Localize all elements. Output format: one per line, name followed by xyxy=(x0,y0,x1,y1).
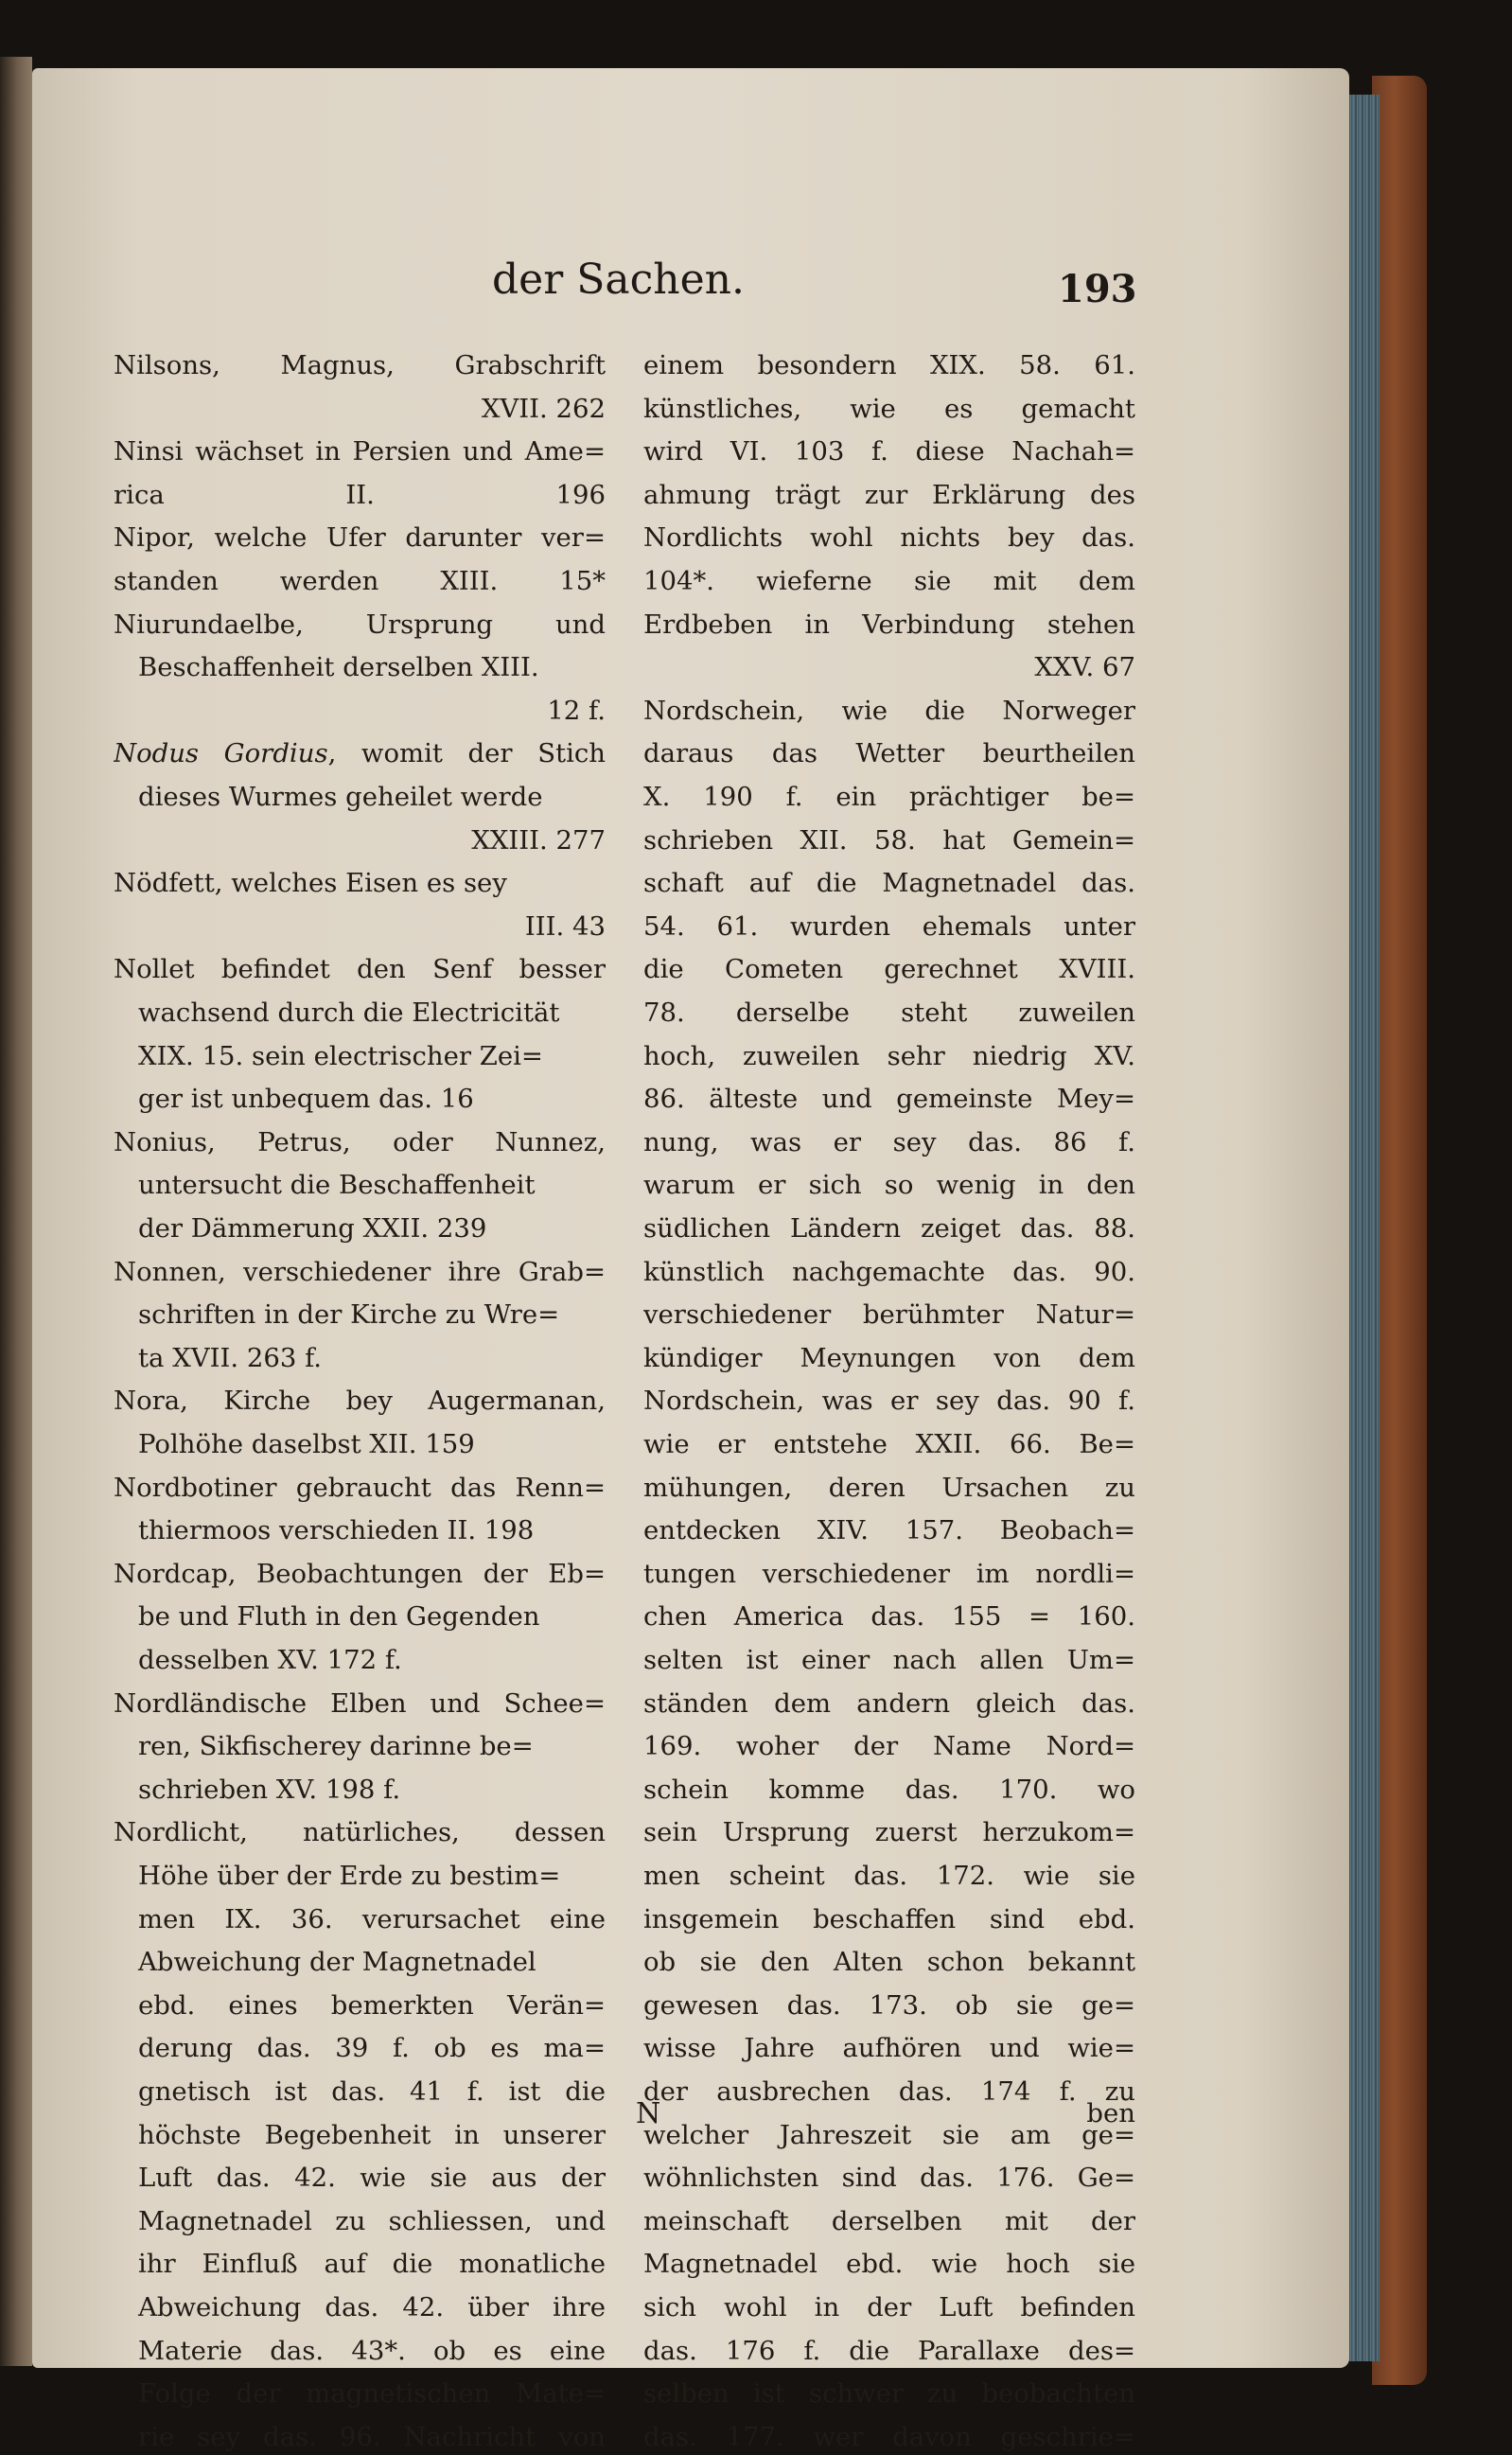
right-line: sein Ursprung zuerst herzukom= xyxy=(643,1817,1135,1848)
signature-mark: N xyxy=(636,2097,661,2130)
left-line: XVII. 262 xyxy=(481,393,606,424)
right-line: tungen verschiedener im nordli= xyxy=(643,1558,1135,1589)
book-cover-edge xyxy=(1372,76,1427,2385)
left-line: Nollet befindet den Senf besser xyxy=(114,954,606,985)
right-line: wird VI. 103 f. diese Nachah= xyxy=(643,436,1135,468)
left-line: ta XVII. 263 f. xyxy=(138,1342,323,1373)
left-line: Höhe über der Erde zu bestim= xyxy=(138,1861,561,1891)
left-line: Nordcap, Beobachtungen der Eb= xyxy=(114,1558,606,1589)
right-line: kündiger Meynungen von dem xyxy=(643,1342,1135,1373)
right-line: gewesen das. 173. ob sie ge= xyxy=(643,1989,1135,2021)
left-line: Nilsons, Magnus, Grabschrift xyxy=(114,350,606,380)
latin-term: Nodus Gordius xyxy=(114,738,328,769)
running-head: der Sachen. xyxy=(492,256,745,304)
right-line: selten ist einer nach allen Um= xyxy=(643,1645,1135,1675)
left-line: men IX. 36. verursachet eine xyxy=(138,1903,606,1934)
left-line: be und Fluth in den Gegenden xyxy=(138,1601,540,1633)
left-line: Niurundaelbe, Ursprung und xyxy=(114,609,606,640)
right-line: Nordschein, was er sey das. 90 f. xyxy=(643,1386,1135,1417)
left-line: höchste Begebenheit in unserer xyxy=(138,2119,606,2150)
right-line: einem besondern XIX. 58. 61. xyxy=(643,350,1135,380)
right-line: südlichen Ländern zeiget das. 88. xyxy=(643,1213,1135,1244)
left-line: Ninsi wächset in Persien und Ame= xyxy=(114,436,606,468)
left-line: derung das. 39 f. ob es ma= xyxy=(138,2033,606,2064)
left-line: ihr Einfluß auf die monatliche xyxy=(138,2249,606,2280)
right-line: Erdbeben in Verbindung stehen xyxy=(643,609,1135,640)
left-line: Abweichung der Magnetnadel xyxy=(138,1947,536,1978)
right-line: der ausbrechen das. 174 f. zu xyxy=(643,2076,1135,2107)
right-line: schein komme das. 170. wo xyxy=(643,1774,1135,1805)
left-line: Folge der magnetischen Mate= xyxy=(138,2378,606,2410)
left-line: dieses Wurmes geheilet werde xyxy=(138,782,543,812)
catchword: ben xyxy=(1086,2098,1135,2128)
left-line: Nodus Gordius, womit der Stich xyxy=(114,738,606,769)
left-line: Magnetnadel zu schliessen, und xyxy=(138,2205,606,2236)
left-line: gnetisch ist das. 41 f. ist die xyxy=(138,2076,606,2107)
right-line: 54. 61. wurden ehemals unter xyxy=(643,910,1135,942)
left-line: ren, Sikfischerey darinne be= xyxy=(138,1731,534,1762)
left-line: Nordländische Elben und Schee= xyxy=(114,1687,606,1719)
previous-page-edge xyxy=(0,57,32,2366)
left-line: III. 43 xyxy=(524,910,606,942)
left-line: Nipor, welche Ufer darunter ver= xyxy=(114,522,606,554)
left-line: wachsend durch die Electricität xyxy=(138,998,560,1028)
left-line: rica II. 196 xyxy=(114,479,606,510)
left-line: schrieben XV. 198 f. xyxy=(138,1774,401,1805)
left-line: XXIII. 277 xyxy=(471,824,606,856)
right-line: chen America das. 155 = 160. xyxy=(643,1601,1135,1633)
right-line: men scheint das. 172. wie sie xyxy=(643,1861,1135,1891)
left-line: Beschaffenheit derselben XIII. xyxy=(138,652,539,683)
left-line: ger ist unbequem das. 16 xyxy=(138,1084,474,1115)
left-line: thiermoos verschieden II. 198 xyxy=(138,1515,535,1546)
left-line: Nordlicht, natürliches, dessen xyxy=(114,1817,606,1848)
left-line: Abweichung das. 42. über ihre xyxy=(138,2292,606,2323)
right-line: ob sie den Alten schon bekannt xyxy=(643,1947,1135,1978)
right-line: Nordlichts wohl nichts bey das. xyxy=(643,522,1135,554)
right-line: wöhnlichsten sind das. 176. Ge= xyxy=(643,2163,1135,2194)
right-line: das. 177. wer davon geschrie= xyxy=(643,2421,1135,2452)
right-line: 169. woher der Name Nord= xyxy=(643,1731,1135,1762)
right-line: wie er entstehe XXII. 66. Be= xyxy=(643,1429,1135,1459)
right-line: sich wohl in der Luft befinden xyxy=(643,2292,1135,2323)
page-number: 193 xyxy=(1058,267,1137,311)
left-line: untersucht die Beschaffenheit xyxy=(138,1170,536,1201)
right-line: 86. älteste und gemeinste Mey= xyxy=(643,1084,1135,1115)
right-line: das. 176 f. die Parallaxe des= xyxy=(643,2335,1135,2366)
left-line: XIX. 15. sein electrischer Zei= xyxy=(138,1040,543,1071)
left-line: Materie das. 43*. ob es eine xyxy=(138,2335,606,2366)
right-line: schrieben XII. 58. hat Gemein= xyxy=(643,824,1135,856)
right-line: verschiedener berühmter Natur= xyxy=(643,1299,1135,1331)
right-line: hoch, zuweilen sehr niedrig XV. xyxy=(643,1040,1135,1071)
right-line: ständen dem andern gleich das. xyxy=(643,1687,1135,1719)
right-line: 104*. wieferne sie mit dem xyxy=(643,566,1135,596)
left-line: Nödfett, welches Eisen es sey xyxy=(114,868,507,899)
left-line: Polhöhe daselbst XII. 159 xyxy=(138,1429,475,1459)
right-line: Magnetnadel ebd. wie hoch sie xyxy=(643,2249,1135,2280)
left-line: Luft das. 42. wie sie aus der xyxy=(138,2163,606,2194)
right-line: XXV. 67 xyxy=(1034,652,1135,683)
right-line: meinschaft derselben mit der xyxy=(643,2205,1135,2236)
right-line: selben ist schwer zu beobachten xyxy=(643,2378,1135,2410)
right-line: X. 190 f. ein prächtiger be= xyxy=(643,782,1135,812)
left-line: desselben XV. 172 f. xyxy=(138,1645,402,1675)
right-line: wisse Jahre aufhören und wie= xyxy=(643,2033,1135,2064)
right-line: künstlich nachgemachte das. 90. xyxy=(643,1256,1135,1287)
right-line: mühungen, deren Ursachen zu xyxy=(643,1472,1135,1503)
right-line: künstliches, wie es gemacht xyxy=(643,393,1135,424)
right-line: die Cometen gerechnet XVIII. xyxy=(643,954,1135,985)
right-line: Nordschein, wie die Norweger xyxy=(643,695,1135,726)
left-line: der Dämmerung XXII. 239 xyxy=(138,1213,487,1244)
left-line: 12 f. xyxy=(547,695,606,726)
right-line: welcher Jahreszeit sie am ge= xyxy=(643,2119,1135,2150)
left-line: Nora, Kirche bey Augermanan, xyxy=(114,1386,606,1417)
left-line: standen werden XIII. 15* xyxy=(114,566,606,596)
left-line: Nordbotiner gebraucht das Renn= xyxy=(114,1472,606,1503)
right-line: insgemein beschaffen sind ebd. xyxy=(643,1903,1135,1934)
left-line: rie sey das. 96. Nachricht von xyxy=(138,2421,606,2452)
right-line: daraus das Wetter beurtheilen xyxy=(643,738,1135,769)
left-line: Nonius, Petrus, oder Nunnez, xyxy=(114,1126,606,1157)
left-line: Nonnen, verschiedener ihre Grab= xyxy=(114,1256,606,1287)
right-line: schaft auf die Magnetnadel das. xyxy=(643,868,1135,899)
right-line: warum er sich so wenig in den xyxy=(643,1170,1135,1201)
right-line: entdecken XIV. 157. Beobach= xyxy=(643,1515,1135,1546)
right-line: 78. derselbe steht zuweilen xyxy=(643,998,1135,1028)
left-line: schriften in der Kirche zu Wre= xyxy=(138,1299,560,1331)
left-line: ebd. eines bemerkten Verän= xyxy=(138,1989,606,2021)
right-line: nung, was er sey das. 86 f. xyxy=(643,1126,1135,1157)
right-line: ahmung trägt zur Erklärung des xyxy=(643,479,1135,510)
